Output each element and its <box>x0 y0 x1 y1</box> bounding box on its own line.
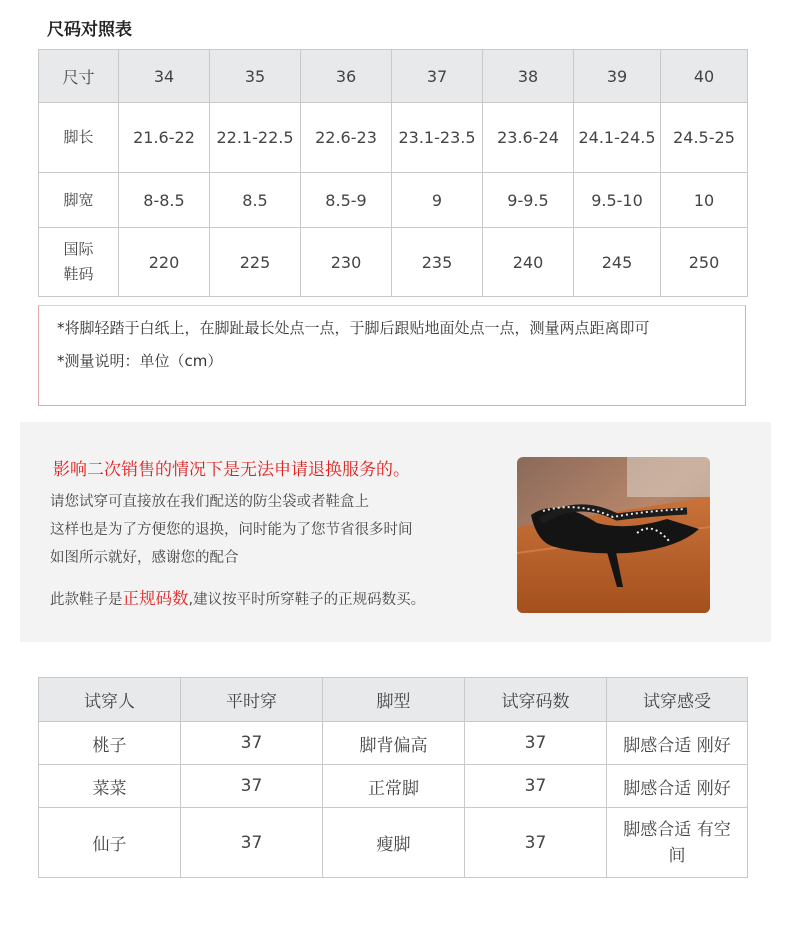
size-chart-table <box>38 49 748 297</box>
row-label <box>39 173 119 228</box>
table-row <box>39 722 748 765</box>
hint-line: 如图所示就好，感谢您的配合 <box>50 550 239 566</box>
row-label-text: 国际 <box>63 240 94 258</box>
header-cell: 38 <box>483 50 574 103</box>
row-label <box>39 103 119 173</box>
table-cell: 仙子 <box>39 808 181 878</box>
advice-suffix: ,建议按平时所穿鞋子的正规码数买。 <box>188 592 426 608</box>
header-cell: 35 <box>210 50 301 103</box>
try-on-table <box>38 677 748 878</box>
table-cell: 10 <box>661 173 748 228</box>
measurement-unit-note: *测量说明：单位（cm） <box>57 352 223 370</box>
table-cell: 脚背偏高 <box>323 722 465 765</box>
table-cell: 37 <box>181 765 323 808</box>
table-cell: 245 <box>574 228 661 297</box>
table-cell: 37 <box>465 808 607 878</box>
table-cell: 23.6-24 <box>483 103 574 173</box>
size-chart-title: 尺码对照表 <box>47 20 132 40</box>
header-cell: 39 <box>574 50 661 103</box>
shoe-illustration <box>517 457 710 613</box>
table-cell: 9.5-10 <box>574 173 661 228</box>
measurement-instruction: *将脚轻踏于白纸上，在脚趾最长处点一点，于脚后跟贴地面处点一点，测量两点距离即可 <box>57 319 650 337</box>
header-cell: 脚型 <box>323 678 465 722</box>
table-cell: 235 <box>392 228 483 297</box>
table-row <box>39 808 748 878</box>
table-row <box>39 228 748 297</box>
header-cell: 尺寸 <box>39 50 119 103</box>
table-cell: 22.1-22.5 <box>210 103 301 173</box>
try-on-hint <box>50 488 413 572</box>
table-cell: 220 <box>119 228 210 297</box>
header-cell: 试穿感受 <box>607 678 748 722</box>
measurement-notes <box>38 305 746 406</box>
advice-highlight: 正规码数 <box>122 589 189 608</box>
table-cell: 37 <box>181 808 323 878</box>
table-cell: 9 <box>392 173 483 228</box>
table-cell: 24.5-25 <box>661 103 748 173</box>
table-cell: 37 <box>465 722 607 765</box>
table-cell: 菜菜 <box>39 765 181 808</box>
table-cell: 8.5 <box>210 173 301 228</box>
table-cell: 37 <box>181 722 323 765</box>
row-label <box>39 228 119 297</box>
table-cell: 正常脚 <box>323 765 465 808</box>
table-cell: 24.1-24.5 <box>574 103 661 173</box>
table-cell: 22.6-23 <box>301 103 392 173</box>
table-cell: 脚感合适 刚好 <box>607 765 748 808</box>
return-policy-panel <box>20 422 771 642</box>
shoe-photo <box>517 457 710 613</box>
header-cell: 平时穿 <box>181 678 323 722</box>
try-on-header-row <box>39 678 748 722</box>
size-header-row <box>39 50 748 103</box>
hint-line: 这样也是为了方便您的退换，问时能为了您节省很多时间 <box>50 522 413 538</box>
return-warning: 影响二次销售的情况下是无法申请退换服务的。 <box>53 460 410 480</box>
table-row <box>39 103 748 173</box>
row-label-text: 脚宽 <box>63 190 94 209</box>
table-row <box>39 765 748 808</box>
table-cell: 8.5-9 <box>301 173 392 228</box>
header-cell: 试穿码数 <box>465 678 607 722</box>
size-advice <box>50 585 425 609</box>
table-row <box>39 173 748 228</box>
row-label-text: 脚长 <box>63 128 94 146</box>
table-cell: 9-9.5 <box>483 173 574 228</box>
header-cell: 34 <box>119 50 210 103</box>
advice-prefix: 此款鞋子是 <box>50 592 123 608</box>
table-cell: 37 <box>465 765 607 808</box>
table-cell: 瘦脚 <box>323 808 465 878</box>
header-cell: 40 <box>661 50 748 103</box>
table-cell: 230 <box>301 228 392 297</box>
table-cell: 桃子 <box>39 722 181 765</box>
table-cell: 21.6-22 <box>119 103 210 173</box>
row-label-text: 鞋码 <box>63 265 94 283</box>
table-cell: 240 <box>483 228 574 297</box>
header-cell: 37 <box>392 50 483 103</box>
table-cell: 脚感合适 有空间 <box>607 808 748 878</box>
hint-line: 请您试穿可直接放在我们配送的防尘袋或者鞋盒上 <box>50 494 369 510</box>
table-cell: 8-8.5 <box>119 173 210 228</box>
table-cell: 250 <box>661 228 748 297</box>
header-cell: 试穿人 <box>39 678 181 722</box>
table-cell: 225 <box>210 228 301 297</box>
table-cell: 23.1-23.5 <box>392 103 483 173</box>
header-cell: 36 <box>301 50 392 103</box>
table-cell: 脚感合适 刚好 <box>607 722 748 765</box>
